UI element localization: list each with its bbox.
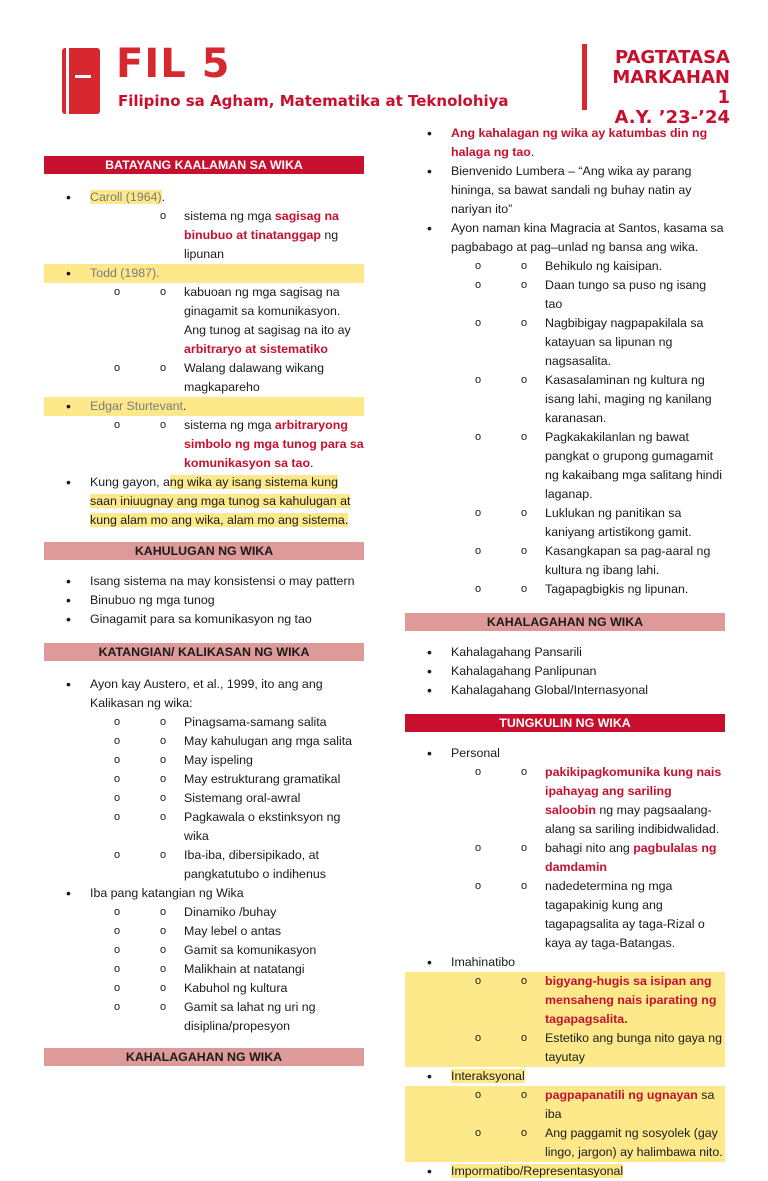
list-item: o o Gamit sa lahat ng uri ng disiplina/propesyon — [44, 998, 364, 1036]
list-item: o o May estrukturang gramatikal — [44, 770, 364, 789]
list-item: o o Iba-iba, dibersipikado, at pangkatutubo o indihenus — [44, 846, 364, 884]
list-item: o o sistema ng mga arbitraryong simbolo ng mga tunog para sa komunikasyon sa tao. — [44, 416, 364, 473]
list-item-sturtevant: • Edgar Sturtevant. o o sistema ng mga arbitraryong simbolo ng mga tunog para sa komunikasyon sa tao. — [44, 397, 364, 473]
assessment-line-1: PAGTATASA — [614, 47, 730, 68]
list-item: o o Kabuhol ng kultura — [44, 979, 364, 998]
list-item: o o Dinamiko /buhay — [44, 903, 364, 922]
list-item: o o May kahulugan ang mga salita — [44, 732, 364, 751]
header-divider — [582, 44, 587, 110]
list-item-lumbera: • Bienvenido Lumbera – “Ang wika ay parang hininga, sa bawat sandali ng buhay natin ay nariyan ito” — [405, 162, 725, 219]
list-item: o o Gamit sa komunikasyon — [44, 941, 364, 960]
list-item: o o Kasangkapan sa pag-aaral ng kultura ng ibang lahi. — [405, 542, 725, 580]
section-header-tungkulin: TUNGKULIN NG WIKA — [405, 714, 725, 732]
list-item: o o pakikipagkomunika kung nais ipahayag ang sariling saloobin ng may pagsaalang-alang sa sariling indibidwalidad. — [405, 763, 725, 839]
list-item: o o Daan tungo sa puso ng isang tao — [405, 276, 725, 314]
section-header-katangian: KATANGIAN/ KALIKASAN NG WIKA — [44, 643, 364, 661]
assessment-label — [598, 48, 730, 128]
list-item: o o May lebel o antas — [44, 922, 364, 941]
list-item: o o Pagkakakilanlan ng bawat pangkat o grupong gumagamit ng kakaibang mga salitang hindi laganap. — [405, 428, 725, 504]
list-item-iba-pang-katangian: • Iba pang katangian ng Wika o o Dinamiko /buhay o o May lebel o antas o o Gamit sa komunikasyon o o Malikhain at natatangi o o Kabuhol ng kultura o o Gamit sa lahat ng uri ng disiplina/propesyon — [44, 884, 364, 1036]
batayang-kaalaman-list — [44, 188, 364, 530]
list-item: o o Estetiko ang bunga nito gaya ng tayutay — [405, 1029, 725, 1067]
list-item: o o pagpapanatili ng ugnayan sa iba — [405, 1086, 725, 1124]
list-item-interaksyonal: • Interaksyonal o o pagpapanatili ng ugnayan sa iba o o Ang paggamit ng sosyolek (gay lingo, jargon) ay halimbawa nito. — [405, 1067, 725, 1162]
page-subtitle: Filipino sa Agham, Matematika at Teknolohiya — [118, 92, 509, 110]
section-header-kahalagahan-left: KAHALAGAHAN NG WIKA — [44, 1048, 364, 1066]
list-item-kahalagan: • Ang kahalagan ng wika ay katumbas din ng halaga ng tao. — [405, 124, 725, 162]
katangian-list — [44, 675, 364, 1036]
list-item-caroll: • Caroll (1964). o sistema ng mga sagisag na binubuo at tinatanggap ng lipunan — [44, 188, 364, 264]
section-header-batayang-kaalaman: BATAYANG KAALAMAN SA WIKA — [44, 156, 364, 174]
list-item: o sistema ng mga sagisag na binubuo at tinatanggap ng lipunan — [90, 207, 364, 264]
kahalagahan-continued-list — [405, 124, 725, 599]
list-item-magracia: • Ayon naman kina Magracia at Santos, kasama sa pagbabago at pag–unlad ng bansa ang wika. o o Behikulo ng kaisipan. o o Daan tungo sa puso ng isang tao o o Nagbibigay nagpapakilala sa katayuan sa lipunan ng nagsasalita. o o Kasasalaminan ng kultura ng isang lahi, maging ng kanilang karanasan. o o Pagkakakilanlan ng bawat pangkat o grupong gumagamit ng kakaibang mga salitang hindi laganap. o o Luklukan ng panitikan sa kaniyang artistikong gamit. o o Kasangkapan sa pag-aaral ng kultura ng ibang lahi. o o Tagapagbigkis ng lipunan. — [405, 219, 725, 599]
list-item: o o bahagi nito ang pagbulalas ng damdamin — [405, 839, 725, 877]
list-item-impormatibo: • Impormatibo/Representasyonal — [405, 1162, 725, 1181]
list-item: o o Tagapagbigkis ng lipunan. — [405, 580, 725, 599]
list-item: • Ginagamit para sa komunikasyon ng tao — [44, 610, 364, 629]
list-item: • Kahalagahang Panlipunan — [405, 662, 725, 681]
book-icon — [62, 48, 100, 114]
list-item-todd: • Todd (1987). o o kabuoan ng mga sagisag na ginagamit sa komunikasyon. Ang tunog at sagisag na ito ay arbitraryo at sistematiko o o Walang dalawang wikang magkapareho — [44, 264, 364, 397]
right-column — [405, 124, 725, 1181]
list-item-personal: • Personal o o pakikipagkomunika kung nais ipahayag ang sariling saloobin ng may pagsaalang-alang sa sariling indibidwalidad. o o bahagi nito ang pagbulalas ng damdamin o o nadedetermina ng mga tagapakinig kung ang tagapagsalita ay taga-Rizal o kaya ay taga-Batangas. — [405, 744, 725, 953]
list-item: o o Ang paggamit ng sosyolek (gay lingo, jargon) ay halimbawa nito. — [405, 1124, 725, 1162]
list-item: o o nadedetermina ng mga tagapakinig kung ang tagapagsalita ay taga-Rizal o kaya ay taga-Batangas. — [405, 877, 725, 953]
list-item: • Isang sistema na may konsistensi o may pattern — [44, 572, 364, 591]
list-item: o o Nagbibigay nagpapakilala sa katayuan sa lipunan ng nagsasalita. — [405, 314, 725, 371]
list-item: o o Sistemang oral-awral — [44, 789, 364, 808]
section-header-kahalagahan-right: KAHALAGAHAN NG WIKA — [405, 613, 725, 631]
list-item-austero: • Ayon kay Austero, et al., 1999, ito ang ang Kalikasan ng wika: o o Pinagsama-samang salita o o May kahulugan ang mga salita o o May ispeling o o May estrukturang gramatikal o o Sistemang oral-awral o o Pagkawala o ekstinksyon ng wika o o Iba-iba, dibersipikado, at pangkatutubo o indihenus — [44, 675, 364, 884]
list-item: o o May ispeling — [44, 751, 364, 770]
left-column — [44, 156, 364, 1066]
assessment-line-2: MARKAHAN 1 — [612, 67, 730, 108]
list-item: o o Malikhain at natatangi — [44, 960, 364, 979]
list-item-kung-gayon: • Kung gayon, ang wika ay isang sistema kung saan iniuugnay ang mga tunog sa kahulugan at kung alam mo ang wika, alam mo ang sistema. — [44, 473, 364, 530]
list-item: • Kahalagahang Pansarili — [405, 643, 725, 662]
tungkulin-list — [405, 744, 725, 1181]
assessment-line-3: A.Y. ’23-’24 — [614, 107, 730, 128]
list-item: o o bigyang-hugis sa isipan ang mensaheng nais iparating ng tagapagsalita. — [405, 972, 725, 1029]
list-item: • Kahalagahang Global/Internasyonal — [405, 681, 725, 700]
list-item: o o Pagkawala o ekstinksyon ng wika — [44, 808, 364, 846]
list-item: o o kabuoan ng mga sagisag na ginagamit sa komunikasyon. Ang tunog at sagisag na ito ay arbitraryo at sistematiko — [44, 283, 364, 359]
list-item: o o Pinagsama-samang salita — [44, 713, 364, 732]
section-header-kahulugan: KAHULUGAN NG WIKA — [44, 542, 364, 560]
list-item-imahinatibo: • Imahinatibo o o bigyang-hugis sa isipan ang mensaheng nais iparating ng tagapagsalita. o o Estetiko ang bunga nito gaya ng tayutay — [405, 953, 725, 1067]
list-item: o o Walang dalawang wikang magkapareho — [44, 359, 364, 397]
list-item: • Binubuo ng mga tunog — [44, 591, 364, 610]
list-item: o o Kasasalaminan ng kultura ng isang lahi, maging ng kanilang karanasan. — [405, 371, 725, 428]
kahalagahan-types-list — [405, 643, 725, 700]
page-header — [0, 0, 768, 128]
kahulugan-list — [44, 572, 364, 629]
page-title: FIL 5 — [116, 41, 231, 87]
list-item: o o Behikulo ng kaisipan. — [405, 257, 725, 276]
list-item: o o Luklukan ng panitikan sa kaniyang artistikong gamit. — [405, 504, 725, 542]
